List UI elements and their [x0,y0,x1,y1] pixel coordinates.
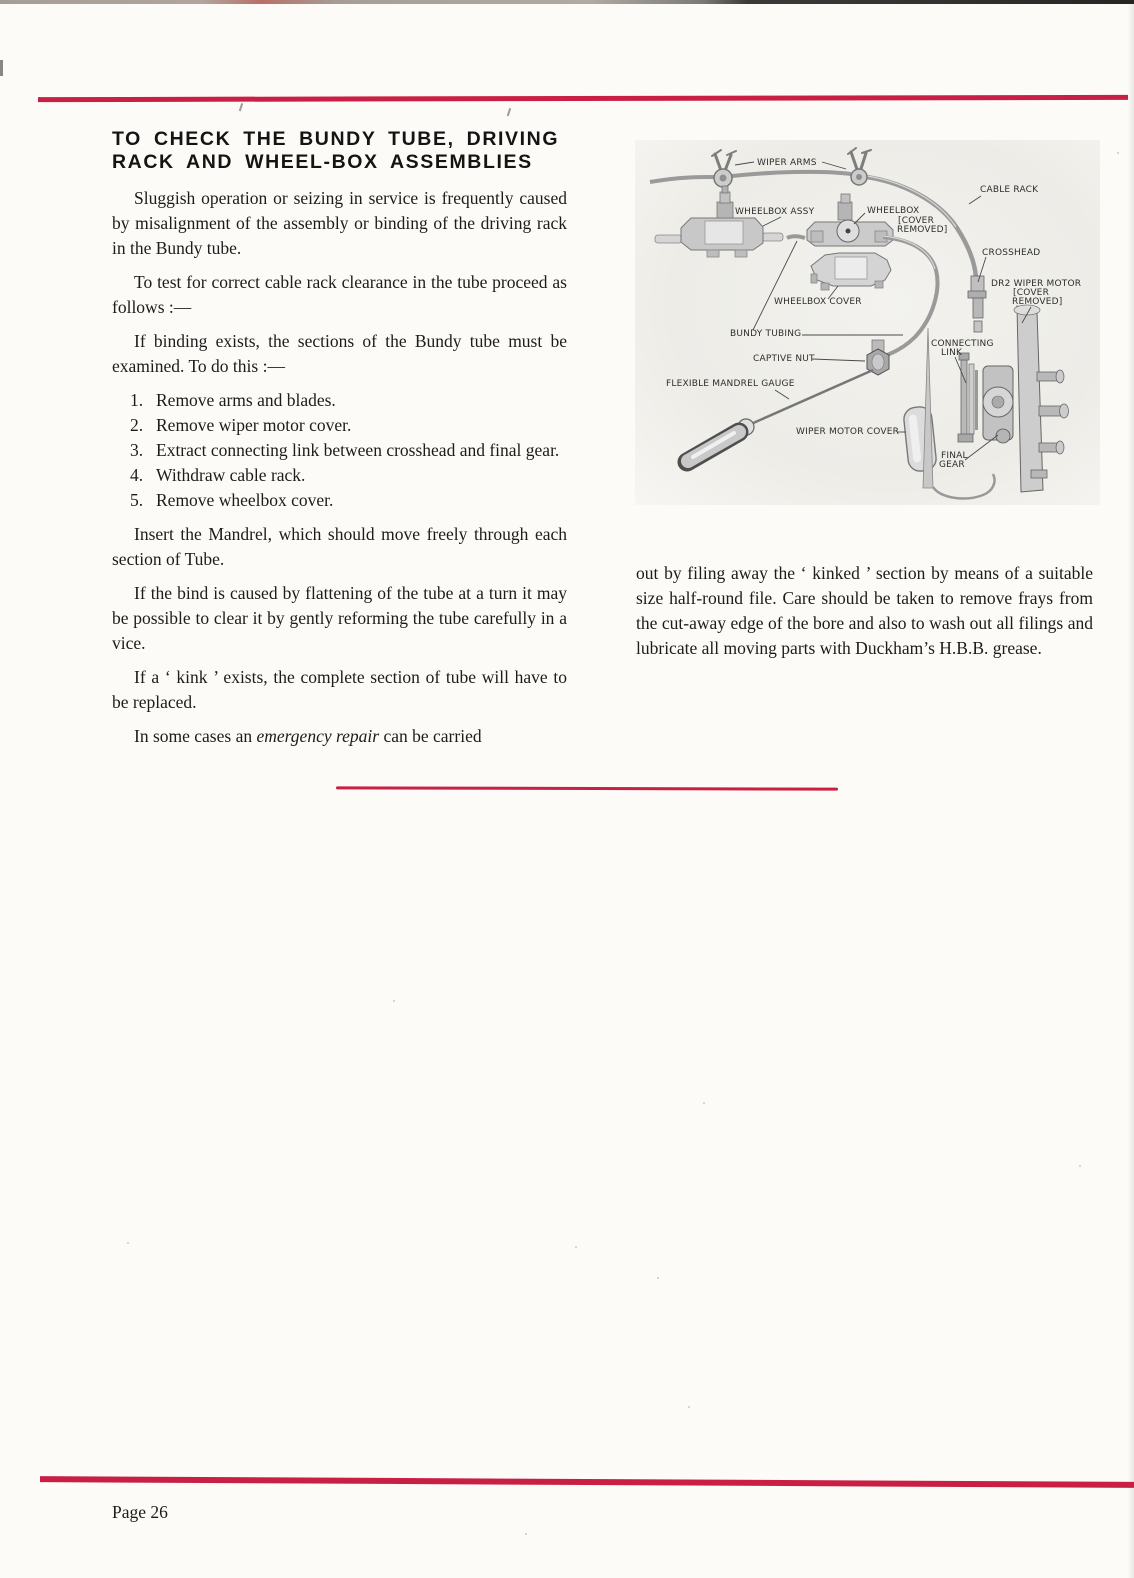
section-title-line1: TO CHECK THE BUNDY TUBE, DRIVING [112,128,560,150]
captive-nut-drawing [867,340,889,375]
label-cable-rack: CABLE RACK [980,185,1039,195]
scan-speck [688,1406,690,1408]
scan-speck [1079,1165,1081,1167]
scan-speck [393,1000,395,1002]
scan-tick [507,108,511,116]
wiper-assembly-illustration [635,140,1100,505]
list-number: 5. [130,490,144,510]
scan-speck [657,1277,659,1279]
emergency-pre: In some cases an [134,726,257,746]
label-crosshead: CROSSHEAD [982,248,1041,258]
label-final: FINAL [941,451,968,461]
page-number: Page 26 [112,1502,168,1522]
paragraph-test-clearance: To test for correct cable rack clearance in the tube proceed as follows :— [112,272,567,317]
paragraph-emergency-repair [112,724,567,749]
label-bundy-tubing: BUNDY TUBING [730,329,802,339]
label-wheelbox: WHEELBOX [867,206,920,216]
scan-speck [575,1246,577,1248]
section-title [112,128,567,174]
wiper-assembly-figure [635,140,1100,505]
emergency-italic: emergency repair [256,726,380,746]
emergency-post: can be carried [379,726,482,746]
scan-top-edge [0,0,1134,4]
list-text: Remove wiper motor cover. [156,415,352,435]
list-item-3 [112,438,567,463]
label-gear: GEAR [939,460,965,470]
list-number: 1. [130,390,144,410]
label-wheelbox-cover-removed-2: REMOVED] [897,225,948,235]
crosshead-drawing [968,276,986,332]
right-column [636,561,1093,670]
mid-red-rule [336,786,838,790]
paragraph-sluggish: Sluggish operation or seizing in service is frequently caused by misalignment of the assembly or binding of the driving rack in the Bundy tube. [112,188,567,258]
label-connecting: CONNECTING [931,339,994,349]
wheelbox-cover-drawing [811,253,891,290]
list-number: 3. [130,440,144,460]
list-item-4 [112,463,567,488]
paragraph-mandrel: Insert the Mandrel, which should move freely through each section of Tube. [112,524,567,569]
paragraph-kink: If a ‘ kink ’ exists, the complete section of tube will have to be replaced. [112,667,567,712]
label-link: LINK [941,348,963,358]
paragraph-binding: If binding exists, the sections of the Bundy tube must be examined. To do this :— [112,331,567,376]
left-column [112,128,567,758]
scan-right-edge [1127,0,1134,1578]
wheelbox-cover-removed-drawing [787,194,893,246]
list-number: 4. [130,465,144,485]
label-wheelbox-cover-removed-1: [COVER [898,216,935,226]
label-wheelbox-cover: WHEELBOX COVER [774,297,862,307]
list-number: 2. [130,415,144,435]
bundy-tubing-drawing [883,236,937,356]
label-motor-cover-removed-1: [COVER [1013,288,1050,298]
scan-speck [348,744,350,746]
section-title-line2: RACK AND WHEEL-BOX ASSEMBLIES [112,151,533,173]
label-wheelbox-assy: WHEELBOX ASSY [735,207,815,217]
top-red-rule [38,95,1128,102]
label-flexible-mandrel-gauge: FLEXIBLE MANDREL GAUGE [666,379,795,389]
scan-edge-notch [0,60,3,76]
wheelbox-assy-drawing [655,186,783,257]
paragraph-filing: out by filing away the ‘ kinked ’ section by means of a suitable size half-round file. Care should be taken to remove frays from the cut-away edge of the bore and also to wash out all filings and lubricate all moving parts with Duckham’s H.B.B. grease. [636,563,1093,658]
bottom-red-rule [40,1476,1134,1488]
list-text: Remove arms and blades. [156,390,336,410]
scan-tick [239,103,243,111]
paragraph-flattening: If the bind is caused by flattening of the tube at a turn it may be possible to clear it by gently reforming the tube carefully in a vice. [112,583,567,653]
label-wiper-arms: WIPER ARMS [757,158,817,168]
list-item-1 [112,388,567,413]
list-text: Withdraw cable rack. [156,465,306,485]
scan-speck [703,1102,705,1104]
list-text: Remove wheelbox cover. [156,490,334,510]
scan-speck [1117,152,1119,154]
label-dr2-wiper-motor: DR2 WIPER MOTOR [991,279,1082,289]
scan-speck [525,1533,527,1535]
label-wiper-motor-cover: WIPER MOTOR COVER [796,427,900,437]
list-item-2 [112,413,567,438]
scan-speck [127,1242,129,1244]
list-text: Extract connecting link between crosshead and final gear. [156,440,560,460]
procedure-list [112,388,567,513]
label-motor-cover-removed-2: REMOVED] [1012,297,1063,307]
list-item-5 [112,488,567,513]
label-captive-nut: CAPTIVE NUT [753,354,815,364]
